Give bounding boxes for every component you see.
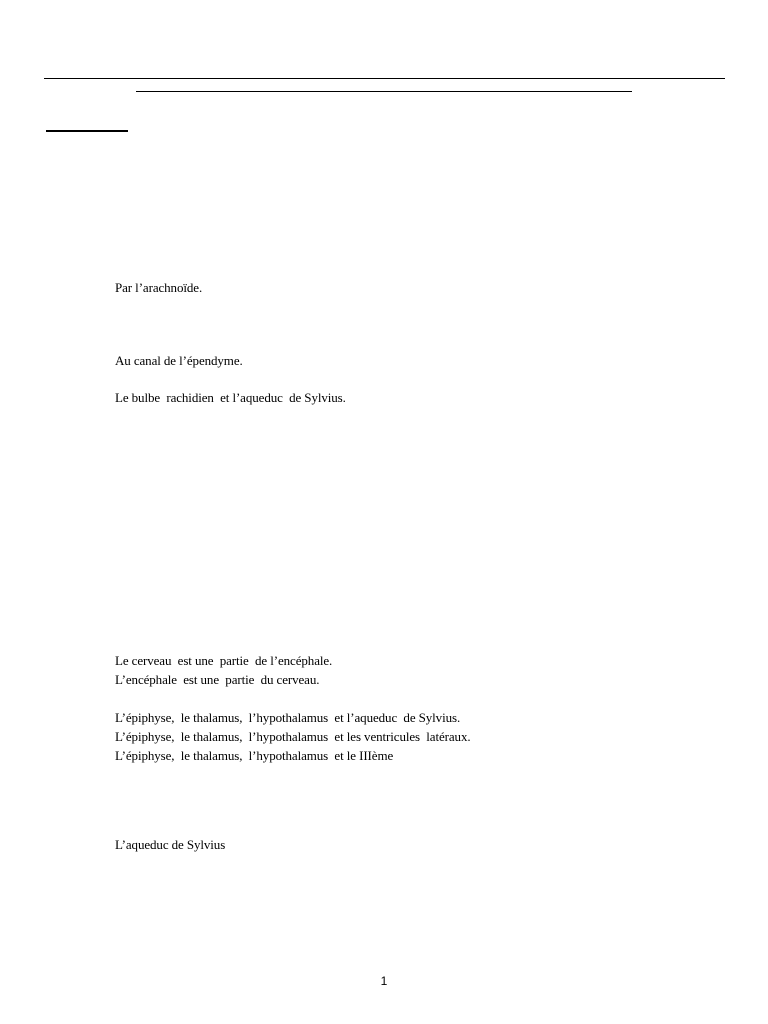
page-number: 1 [380, 974, 388, 988]
answer-line: L’encéphale est une partie du cerveau. [115, 672, 320, 687]
answer-line: L’aqueduc de Sylvius [115, 837, 226, 852]
header-rule-sub [136, 91, 632, 92]
section-underline [46, 130, 128, 132]
answer-line: L’épiphyse, le thalamus, l’hypothalamus et les ventricules latéraux. [115, 729, 471, 744]
answer-line: Par l’arachnoïde. [115, 280, 203, 295]
answer-line: L’épiphyse, le thalamus, l’hypothalamus et le IIIème [115, 748, 394, 763]
answer-line: Le bulbe rachidien et l’aqueduc de Sylvius. [115, 390, 346, 405]
answer-line: Le cerveau est une partie de l’encéphale. [115, 653, 333, 668]
answer-line: Au canal de l’épendyme. [115, 353, 243, 368]
header-rule-top [44, 78, 725, 79]
answer-line: L’épiphyse, le thalamus, l’hypothalamus et l’aqueduc de Sylvius. [115, 710, 461, 725]
